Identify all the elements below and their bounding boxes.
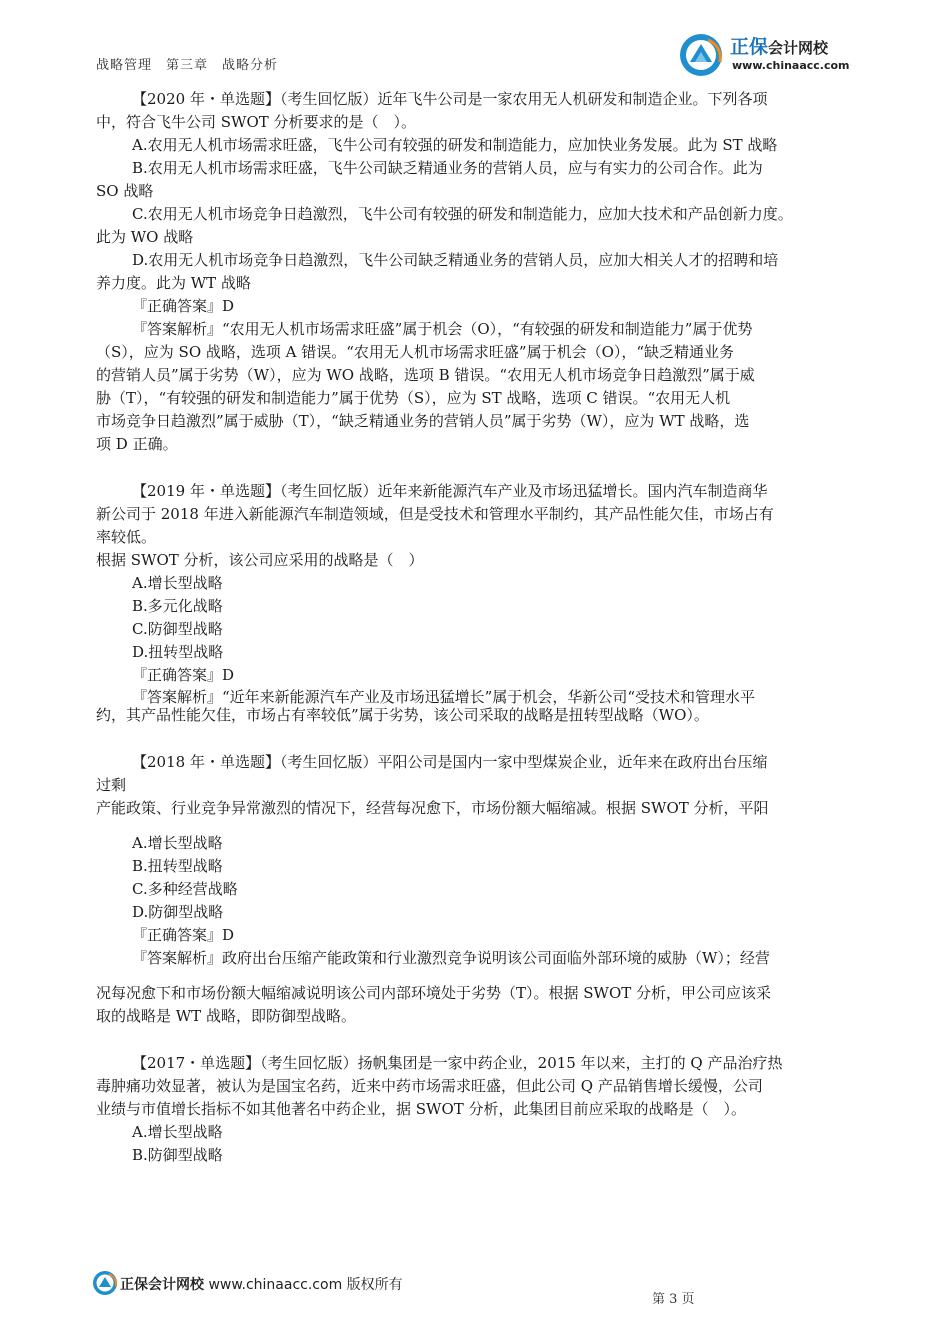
- answer-analysis: 项 D 正确。: [96, 435, 178, 453]
- question-stem: 过剩: [96, 776, 127, 794]
- question-stem: 【2018 年・单选题】（考生回忆版）平阳公司是国内一家中型煤炭企业，近年来在政府出台压缩: [132, 753, 768, 771]
- question-2017: [96, 1052, 866, 1167]
- brand-name: 正保会计网校: [730, 36, 829, 58]
- option-b: B.扭转型战略: [132, 857, 223, 875]
- option-b-cont: SO 战略: [96, 182, 154, 200]
- option-a: A.增长型战略: [132, 574, 223, 592]
- footer-rights: 版权所有: [346, 1277, 403, 1293]
- running-header: 战略管理 第三章 战略分析: [96, 58, 279, 73]
- option-c: C.多种经营战略: [132, 880, 238, 898]
- chinaacc-logo-icon: [92, 1270, 118, 1296]
- correct-answer: 『正确答案』D: [132, 666, 235, 684]
- option-d: D.防御型战略: [132, 903, 224, 921]
- option-d: D.农用无人机市场竞争日趋激烈，飞牛公司缺乏精通业务的营销人员，应加大相关人才的招聘和培: [132, 251, 779, 269]
- answer-analysis: 况每况愈下和市场份额大幅缩减说明该公司内部环境处于劣势（T）。根据 SWOT 分析，甲公司应该采: [96, 984, 772, 1002]
- option-b: B.多元化战略: [132, 597, 223, 615]
- answer-analysis: 约，其产品性能欠佳，市场占有率较低”属于劣势，该公司采取的战略是扭转型战略（WO）。: [96, 706, 709, 724]
- option-d-cont: 养力度。此为 WT 战略: [96, 274, 251, 292]
- option-c-cont: 此为 WO 战略: [96, 228, 194, 246]
- question-stem: 业绩与市值增长指标不如其他著名中药企业，据 SWOT 分析，此集团目前应采取的战略是（ ）。: [96, 1100, 747, 1118]
- chinaacc-logo-icon: [678, 32, 728, 78]
- question-stem: 率较低。: [96, 528, 157, 546]
- question-2019: [96, 480, 866, 727]
- question-stem: 产能政策、行业竞争异常激烈的情况下，经营每况愈下，市场份额大幅缩减。根据 SWOT 分析，平阳: [96, 799, 769, 817]
- option-c: C.防御型战略: [132, 620, 223, 638]
- option-b: B.农用无人机市场需求旺盛，飞牛公司缺乏精通业务的营销人员，应与有实力的公司合作。此为: [132, 159, 763, 177]
- answer-analysis-clipped: 『答案解析』“近年来新能源汽车产业及市场迅猛增长”属于机会，华新公司“受技术和管理水平: [132, 688, 756, 706]
- option-c: C.农用无人机市场竞争日趋激烈，飞牛公司有较强的研发和制造能力，应加大技术和产品创新力度。: [132, 205, 793, 223]
- correct-answer: 『正确答案』D: [132, 297, 235, 315]
- answer-analysis: 市场竞争日趋激烈”属于威胁（T），“缺乏精通业务的营销人员”属于劣势（W），应为 WT 战略，选: [96, 412, 750, 430]
- option-b: B.防御型战略: [132, 1146, 223, 1164]
- question-2018: [96, 751, 866, 1028]
- answer-analysis: 取的战略是 WT 战略，即防御型战略。: [96, 1007, 356, 1025]
- answer-analysis: 『答案解析』政府出台压缩产能政策和行业激烈竞争说明该公司面临外部环境的威胁（W）；经营: [132, 949, 770, 967]
- brand-url: www.chinaacc.com: [732, 59, 850, 72]
- question-stem: 新公司于 2018 年进入新能源汽车制造领域，但是受技术和管理水平制约，其产品性能欠佳，市场占有: [96, 505, 774, 523]
- brand-logo[interactable]: [678, 30, 868, 80]
- option-a: A.增长型战略: [132, 834, 223, 852]
- question-stem-clipped: 根据 SWOT 分析，该公司应采用的战略是（ ）: [96, 551, 424, 569]
- question-stem: 【2020 年・单选题】（考生回忆版）近年飞牛公司是一家农用无人机研发和制造企业。下列各项: [132, 90, 768, 108]
- option-d: D.扭转型战略: [132, 643, 224, 661]
- question-stem: 中，符合飞牛公司 SWOT 分析要求的是（ ）。: [96, 113, 417, 131]
- content-body: [96, 88, 866, 1167]
- option-a: A.农用无人机市场需求旺盛，飞牛公司有较强的研发和制造能力，应加快业务发展。此为 ST 战略: [132, 136, 778, 154]
- answer-analysis: 的营销人员”属于劣势（W），应为 WO 战略，选项 B 错误。“农用无人机市场竞争日趋激烈”属于威: [96, 366, 755, 384]
- footer-url[interactable]: www.chinaacc.com: [208, 1277, 343, 1293]
- footer-brand: 正保会计网校: [120, 1277, 204, 1293]
- answer-analysis: 『答案解析』“农用无人机市场需求旺盛”属于机会（O），“有较强的研发和制造能力”属于优势: [132, 320, 753, 338]
- answer-analysis: 胁（T），“有较强的研发和制造能力”属于优势（S），应为 ST 战略，选项 C 错误。“农用无人机: [96, 389, 731, 407]
- correct-answer: 『正确答案』D: [132, 926, 235, 944]
- option-a: A.增长型战略: [132, 1123, 223, 1141]
- question-2020: [96, 88, 866, 456]
- answer-analysis: （S），应为 SO 战略，选项 A 错误。“农用无人机市场需求旺盛”属于机会（O），“缺乏精通业务: [96, 343, 735, 361]
- footer-text: [120, 1274, 403, 1294]
- question-stem: 毒肿痛功效显著，被认为是国宝名药，近来中药市场需求旺盛，但此公司 Q 产品销售增长缓慢，公司: [96, 1077, 763, 1095]
- question-stem: 【2017・单选题】（考生回忆版）扬帆集团是一家中药企业，2015 年以来，主打的 Q 产品治疗热: [132, 1054, 783, 1072]
- page-number: 第 3 页: [652, 1292, 695, 1307]
- question-stem: 【2019 年・单选题】（考生回忆版）近年来新能源汽车产业及市场迅猛增长。国内汽车制造商华: [132, 482, 768, 500]
